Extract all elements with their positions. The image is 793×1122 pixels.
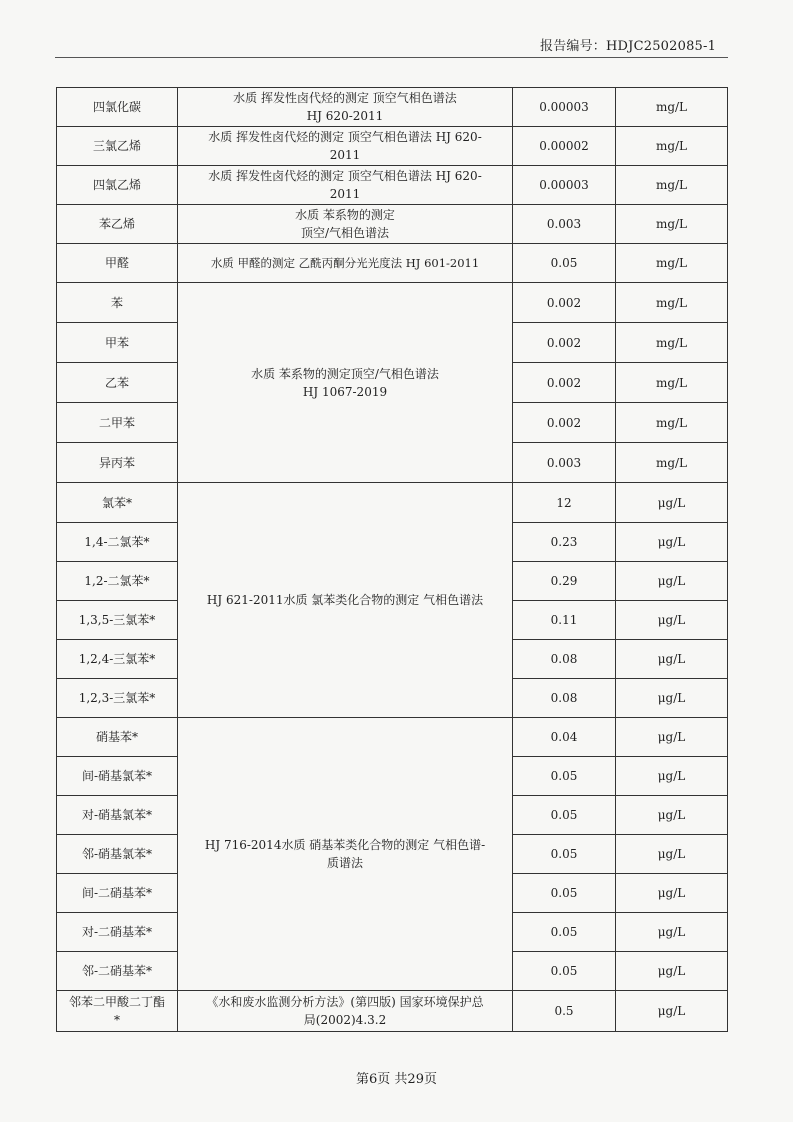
detection-limit: 0.08 <box>513 679 616 718</box>
unit: μg/L <box>616 679 728 718</box>
detection-limit: 0.08 <box>513 640 616 679</box>
item-name: 1,2,3-三氯苯* <box>57 679 178 718</box>
item-name: 甲醛 <box>57 244 178 283</box>
table-row <box>57 718 728 757</box>
detection-limit: 0.002 <box>513 283 616 323</box>
method-cell: 水质 挥发性卤代烃的测定 顶空气相色谱法 HJ 620- 2011 <box>178 166 513 205</box>
item-name: 1,4-二氯苯* <box>57 523 178 562</box>
item-name: 二甲苯 <box>57 403 178 443</box>
item-name: 间-二硝基苯* <box>57 874 178 913</box>
method-cell: 水质 挥发性卤代烃的测定 顶空气相色谱法 HJ 620- 2011 <box>178 127 513 166</box>
detection-limit: 0.05 <box>513 835 616 874</box>
method-cell: 水质 甲醛的测定 乙酰丙酮分光光度法 HJ 601-2011 <box>178 244 513 283</box>
detection-limit: 0.5 <box>513 991 616 1032</box>
report-number: 报告编号：HDJC2502085-1 <box>540 39 717 54</box>
table-row <box>57 991 728 1032</box>
item-name: 乙苯 <box>57 363 178 403</box>
method-cell: 水质 苯系物的测定顶空/气相色谱法 HJ 1067-2019 <box>178 283 513 483</box>
detection-limit: 0.05 <box>513 244 616 283</box>
item-name: 三氯乙烯 <box>57 127 178 166</box>
detection-limit: 0.002 <box>513 403 616 443</box>
item-name: 硝基苯* <box>57 718 178 757</box>
detection-limit: 0.23 <box>513 523 616 562</box>
item-name: 氯苯* <box>57 483 178 523</box>
unit: mg/L <box>616 205 728 244</box>
table-row <box>57 166 728 205</box>
method-cell: 水质 苯系物的测定 顶空/气相色谱法 <box>178 205 513 244</box>
table-row <box>57 483 728 523</box>
detection-limit: 0.11 <box>513 601 616 640</box>
unit: mg/L <box>616 88 728 127</box>
unit: μg/L <box>616 757 728 796</box>
item-name: 四氯乙烯 <box>57 166 178 205</box>
unit: mg/L <box>616 443 728 483</box>
item-name: 1,2-二氯苯* <box>57 562 178 601</box>
results-table <box>56 87 728 1032</box>
detection-limit: 0.00003 <box>513 166 616 205</box>
detection-limit: 0.002 <box>513 363 616 403</box>
unit: μg/L <box>616 601 728 640</box>
unit: mg/L <box>616 166 728 205</box>
unit: μg/L <box>616 991 728 1032</box>
item-name: 邻-二硝基苯* <box>57 952 178 991</box>
unit: mg/L <box>616 283 728 323</box>
item-name: 邻-硝基氯苯* <box>57 835 178 874</box>
detection-limit: 0.05 <box>513 952 616 991</box>
table-row <box>57 205 728 244</box>
item-name: 四氯化碳 <box>57 88 178 127</box>
detection-limit: 0.002 <box>513 323 616 363</box>
detection-limit: 0.00003 <box>513 88 616 127</box>
detection-limit: 0.003 <box>513 205 616 244</box>
detection-limit: 0.05 <box>513 757 616 796</box>
page-number: 第6页 共29页 <box>356 1072 437 1087</box>
detection-limit: 0.05 <box>513 874 616 913</box>
unit: mg/L <box>616 363 728 403</box>
item-name: 间-硝基氯苯* <box>57 757 178 796</box>
unit: mg/L <box>616 403 728 443</box>
detection-limit: 0.00002 <box>513 127 616 166</box>
item-name: 对-硝基氯苯* <box>57 796 178 835</box>
unit: μg/L <box>616 796 728 835</box>
detection-limit: 12 <box>513 483 616 523</box>
table-row <box>57 88 728 127</box>
unit: μg/L <box>616 483 728 523</box>
unit: μg/L <box>616 640 728 679</box>
unit: μg/L <box>616 562 728 601</box>
header-rule <box>55 57 728 58</box>
unit: mg/L <box>616 323 728 363</box>
item-name: 甲苯 <box>57 323 178 363</box>
item-name: 异丙苯 <box>57 443 178 483</box>
unit: μg/L <box>616 523 728 562</box>
detection-limit: 0.05 <box>513 913 616 952</box>
method-cell: HJ 621-2011水质 氯苯类化合物的测定 气相色谱法 <box>178 483 513 718</box>
detection-limit: 0.04 <box>513 718 616 757</box>
unit: mg/L <box>616 244 728 283</box>
table-row <box>57 127 728 166</box>
unit: μg/L <box>616 835 728 874</box>
item-name: 对-二硝基苯* <box>57 913 178 952</box>
item-name: 邻苯二甲酸二丁酯 * <box>57 991 178 1032</box>
unit: μg/L <box>616 718 728 757</box>
detection-limit: 0.003 <box>513 443 616 483</box>
item-name: 苯 <box>57 283 178 323</box>
method-cell: HJ 716-2014水质 硝基苯类化合物的测定 气相色谱- 质谱法 <box>178 718 513 991</box>
table-row <box>57 244 728 283</box>
table-row <box>57 283 728 323</box>
item-name: 1,3,5-三氯苯* <box>57 601 178 640</box>
item-name: 1,2,4-三氯苯* <box>57 640 178 679</box>
method-cell: 《水和废水监测分析方法》(第四版) 国家环境保护总 局(2002)4.3.2 <box>178 991 513 1032</box>
unit: μg/L <box>616 874 728 913</box>
unit: mg/L <box>616 127 728 166</box>
unit: μg/L <box>616 952 728 991</box>
method-cell: 水质 挥发性卤代烃的测定 顶空气相色谱法 HJ 620-2011 <box>178 88 513 127</box>
detection-limit: 0.29 <box>513 562 616 601</box>
unit: μg/L <box>616 913 728 952</box>
item-name: 苯乙烯 <box>57 205 178 244</box>
detection-limit: 0.05 <box>513 796 616 835</box>
